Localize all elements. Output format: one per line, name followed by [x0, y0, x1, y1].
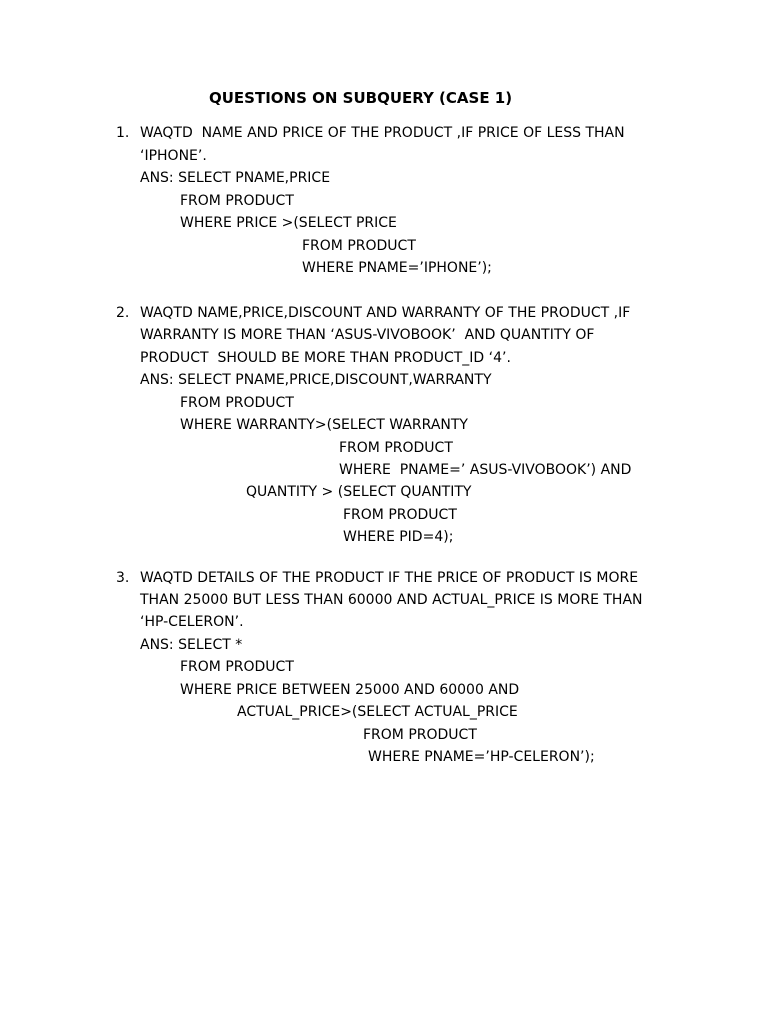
answer-line: FROM PRODUCT: [302, 238, 416, 254]
question-text-line: WAQTD DETAILS OF THE PRODUCT IF THE PRICE OF PRODUCT IS MORE: [140, 570, 639, 586]
answer-line: WHERE PNAME=’HP-CELERON’);: [368, 749, 595, 765]
answer-line: WHERE PRICE BETWEEN 25000 AND 60000 AND: [180, 682, 520, 698]
question-text-line: THAN 25000 BUT LESS THAN 60000 AND ACTUAL_PRICE IS MORE THAN: [140, 592, 643, 608]
answer-line: ANS: SELECT PNAME,PRICE,DISCOUNT,WARRANTY: [140, 372, 492, 388]
answer-line: FROM PRODUCT: [339, 440, 453, 456]
answer-line: ANS: SELECT PNAME,PRICE: [140, 170, 331, 186]
answer-line: ACTUAL_PRICE>(SELECT ACTUAL_PRICE: [237, 704, 518, 720]
question-text-line: ‘IPHONE’.: [140, 148, 207, 164]
question-number: 1.: [116, 125, 130, 141]
answer-line: ANS: SELECT *: [140, 637, 243, 653]
answer-line: WHERE WARRANTY>(SELECT WARRANTY: [180, 417, 468, 433]
answer-line: FROM PRODUCT: [343, 507, 457, 523]
answer-line: WHERE PRICE >(SELECT PRICE: [180, 215, 397, 231]
question-text-line: WAQTD NAME,PRICE,DISCOUNT AND WARRANTY OF THE PRODUCT ,IF: [140, 305, 631, 321]
question-number: 3.: [116, 570, 130, 586]
document-title: QUESTIONS ON SUBQUERY (CASE 1): [209, 89, 513, 107]
question-number: 2.: [116, 305, 130, 321]
question-text-line: WARRANTY IS MORE THAN ‘ASUS-VIVOBOOK’ AND QUANTITY OF: [140, 327, 595, 343]
answer-line: FROM PRODUCT: [180, 193, 294, 209]
answer-line: WHERE PID=4);: [343, 529, 454, 545]
question-text-line: PRODUCT SHOULD BE MORE THAN PRODUCT_ID ‘4’.: [140, 350, 511, 366]
answer-line: FROM PRODUCT: [180, 659, 294, 675]
answer-line: WHERE PNAME=’IPHONE’);: [302, 260, 492, 276]
question-text-line: WAQTD NAME AND PRICE OF THE PRODUCT ,IF PRICE OF LESS THAN: [140, 125, 625, 141]
answer-line: WHERE PNAME=’ ASUS-VIVOBOOK’) AND: [339, 462, 632, 478]
answer-line: QUANTITY > (SELECT QUANTITY: [246, 484, 472, 500]
answer-line: FROM PRODUCT: [363, 727, 477, 743]
question-text-line: ‘HP-CELERON’.: [140, 614, 244, 630]
answer-line: FROM PRODUCT: [180, 395, 294, 411]
